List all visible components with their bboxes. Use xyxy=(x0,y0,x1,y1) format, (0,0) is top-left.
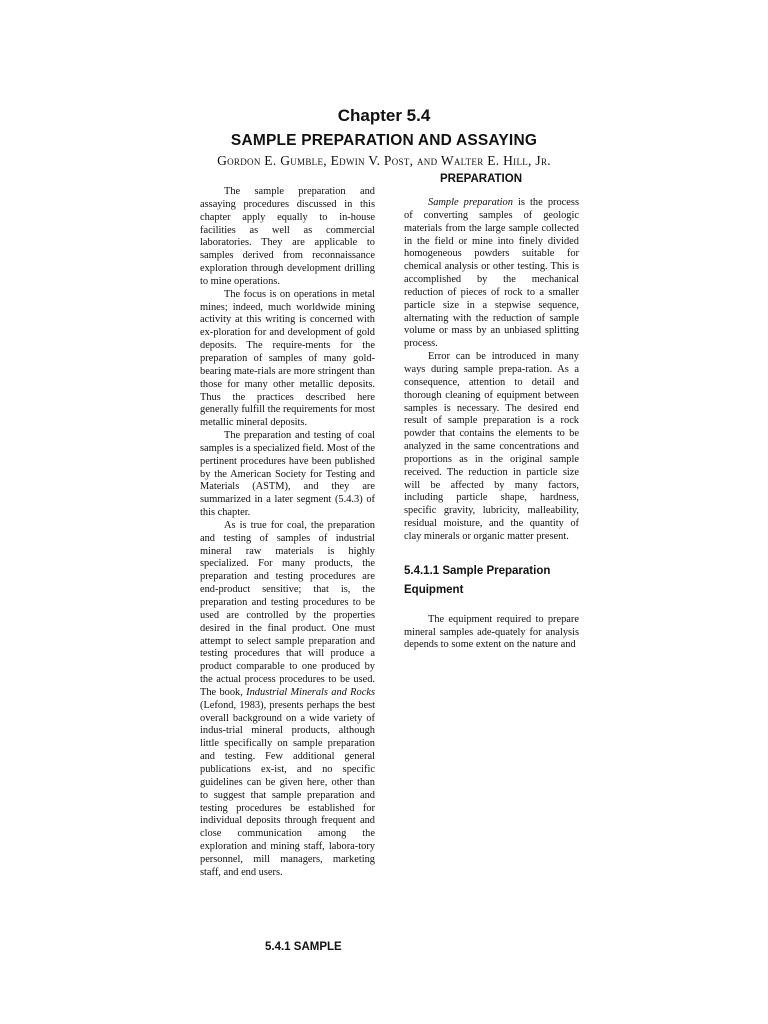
paragraph-text: is the process of converting samples of geologic materials from the large sample collected in the field or mine into finely divided homogeneous powders suitable for chemical analysis or other testing. This is accomplished by the mechanical reduction of pieces of rock to a smaller particle size in a stepwise sequence, alternating with the reduction of sample volume or mass by an unbiased splitting process. xyxy=(404,197,579,350)
body-paragraph: The focus is on operations in metal mines; indeed, much worldwide mining activity at this writing is concerned with ex-ploration for and development of gold deposits. The require-ments for the preparation of samples of many gold-bearing mate-rials are more stringent than those for many other metallic deposits. Thus the practices described here generally fulfill the requirements for most metallic mineral deposits. xyxy=(200,288,375,429)
paragraph-text: (Lefond, 1983), presents perhaps the best overall background on a wide variety of indus-trial mineral products, although little specifically on sample preparation and testing. Few additional general publications ex-ist, and no specific guidelines can be given here, other than to suggest that sample preparation and testing procedures be established for individual deposits through frequent and close communication among the exploration and mining staff, labora-tory personnel, mill managers, marketing staff, and end users. xyxy=(200,699,375,878)
body-paragraph xyxy=(200,520,375,880)
body-paragraph: The sample preparation and assaying procedures discussed in this chapter apply equally to in-house facilities as well as commercial laboratories. They are applicable to samples derived from reconnaissance exploration through development drilling to mine operations. xyxy=(200,186,375,287)
chapter-label: Chapter 5.4 xyxy=(337,106,431,125)
body-paragraph xyxy=(404,197,579,351)
paragraph-text: As is true for coal, the preparation and testing of samples of industrial mineral raw materials is highly specialized. For many products, the preparation and testing procedures are end-product sensitive; that is, the preparation and testing procedures to be used are controlled by the properties desired in the final product. One must attempt to select sample preparation and testing procedures that will produce a product comparable to one produced by the actual process procedures to be used. The book, xyxy=(200,519,375,698)
defined-term: Sample preparation xyxy=(428,197,513,208)
section-heading-continued: PREPARATION xyxy=(440,173,522,185)
section-heading: 5.4.1 SAMPLE xyxy=(265,941,342,953)
body-paragraph: The equipment required to prepare mineral samples ade-quately for analysis depends to some extent on the nature and xyxy=(404,613,579,651)
chapter-title: SAMPLE PREPARATION AND ASSAYING xyxy=(230,132,538,149)
book-title: Industrial Minerals and Rocks xyxy=(246,686,375,698)
author-line: Gordon E. Gumble, Edwin V. Post, and Walter E. Hill, Jr. xyxy=(217,153,551,168)
body-paragraph: The preparation and testing of coal samples is a specialized field. Most of the pertinent procedures have been published by the American Society for Testing and Materials (ASTM), and they are summarized in a later segment (5.4.3) of this chapter. xyxy=(200,430,375,519)
subsection-heading: 5.4.1.1 Sample Preparation Equipment xyxy=(404,564,551,596)
right-column xyxy=(404,197,579,652)
left-column xyxy=(200,186,375,880)
body-paragraph: Error can be introduced in many ways during sample prepa-ration. As a consequence, attention to detail and thorough cleaning of equipment between samples is necessary. The desired end result of sample preparation is a rock powder that contains the elements to be analyzed in the same concentrations and proportions as in the original sample received. The reduction in particle size will be affected by many factors, including particle shape, hardness, specific gravity, lubricity, malleability, residual moisture, and the quantity of clay minerals or organic matter present. xyxy=(404,351,579,542)
